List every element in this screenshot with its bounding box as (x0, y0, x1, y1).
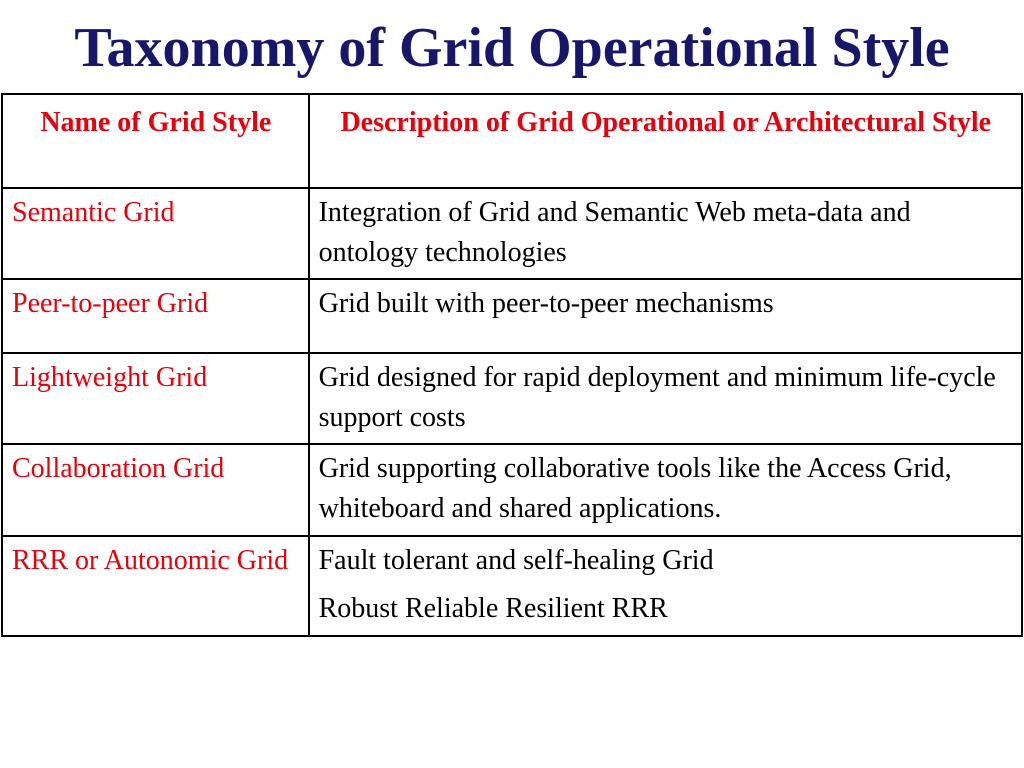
grid-style-name: Peer-to-peer Grid (2, 279, 309, 353)
header-description: Description of Grid Operational or Architectural Style (309, 94, 1022, 188)
grid-style-name: Collaboration Grid (2, 444, 309, 536)
grid-style-name: Lightweight Grid (2, 353, 309, 444)
grid-style-description: Grid built with peer-to-peer mechanisms (309, 279, 1022, 353)
table-header-row (2, 94, 1022, 188)
grid-style-table (1, 93, 1023, 637)
header-name-of-grid-style: Name of Grid Style (2, 94, 309, 188)
grid-style-description-line2: Robust Reliable Resilient RRR (318, 593, 668, 624)
grid-style-description-cell (309, 536, 1022, 636)
table-row (2, 536, 1022, 636)
slide-title: Taxonomy of Grid Operational Style (74, 17, 950, 79)
grid-style-description: Grid designed for rapid deployment and minimum life-cycle support costs (309, 353, 1022, 444)
grid-style-name: RRR or Autonomic Grid (2, 536, 309, 636)
table-row (2, 353, 1022, 444)
grid-style-description: Fault tolerant and self-healing Grid (318, 545, 714, 576)
grid-style-description: Integration of Grid and Semantic Web meta-data and ontology technologies (309, 188, 1022, 279)
grid-style-description: Grid supporting collaborative tools like the Access Grid, whiteboard and shared applications. (309, 444, 1022, 536)
table-row (2, 279, 1022, 353)
table-row (2, 444, 1022, 536)
grid-style-name: Semantic Grid (2, 188, 309, 279)
table-row (2, 188, 1022, 279)
